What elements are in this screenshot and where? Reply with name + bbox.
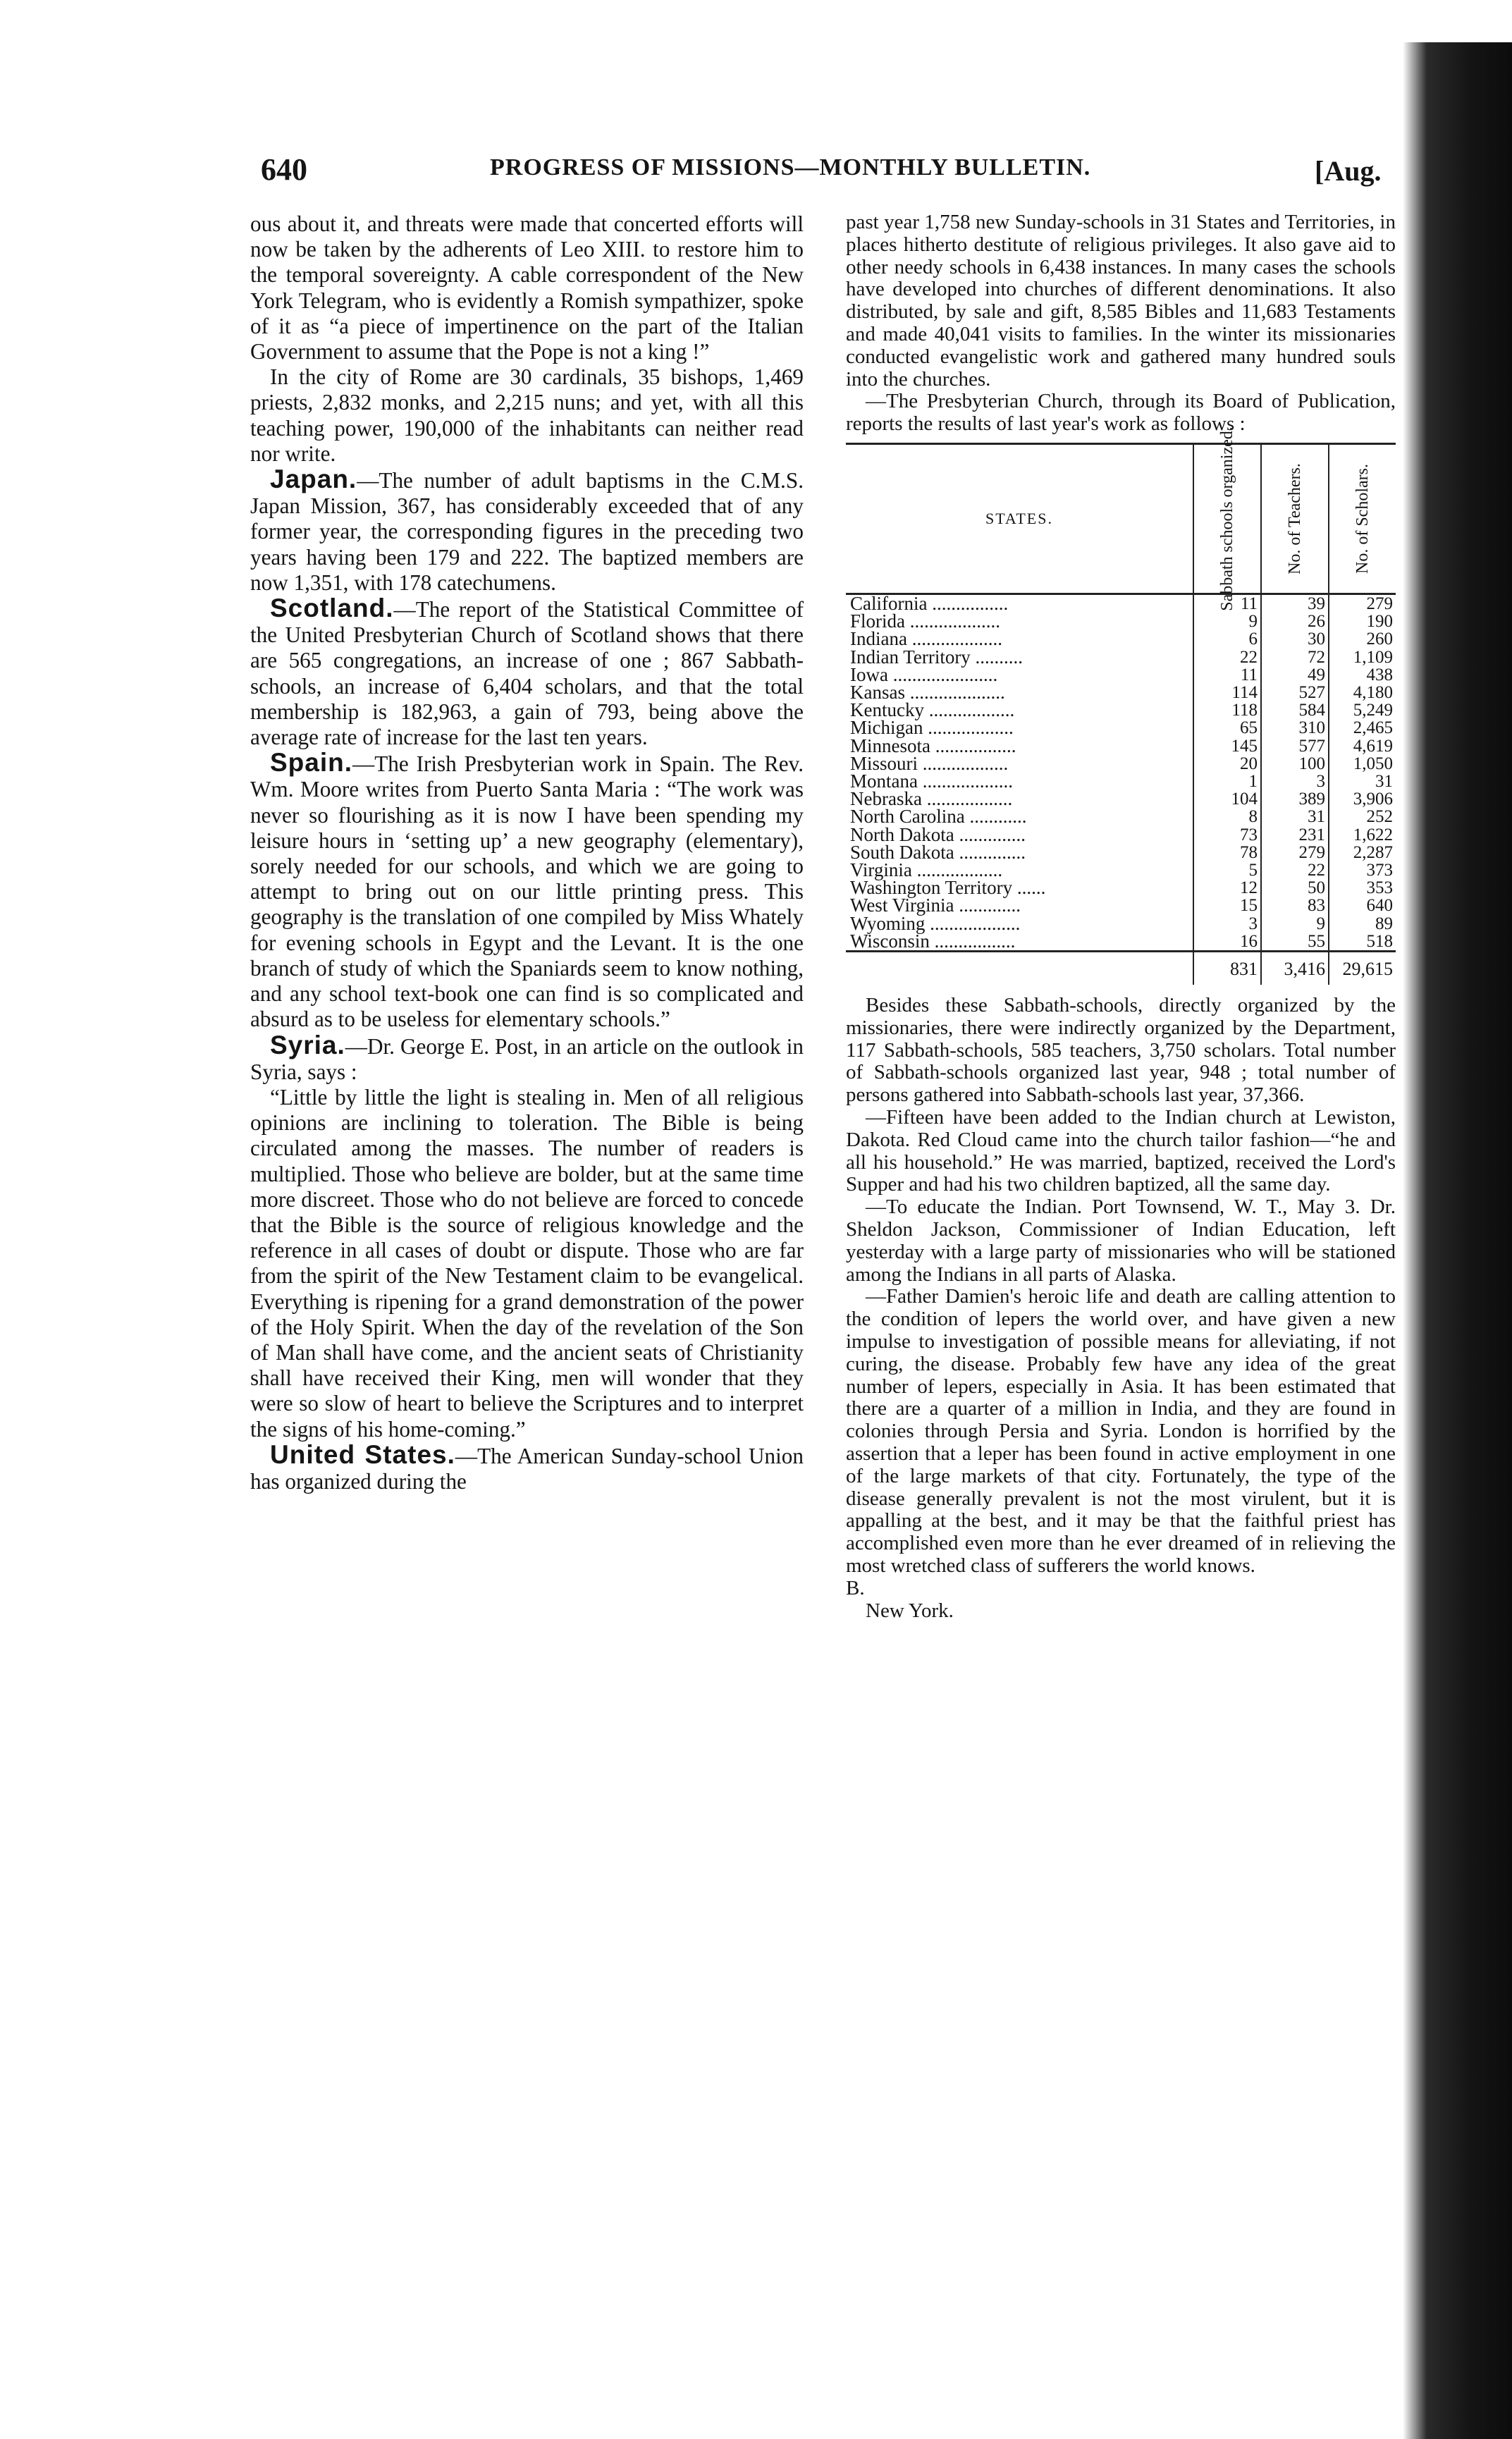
teachers-cell: 527 (1261, 684, 1329, 701)
table-row (846, 630, 1396, 648)
spain-text: —The Irish Presbyterian work in Spain. The Rev. Wm. Moore writes from Puerto Santa Maria : “The work was never so flourishing as it is now I have been spending my leisure hours in ‘setting up’ a new geography (elementary), sorely needed for our schools, and which we are going to attempt to bring out on our little printing press. This geography is the translation of one compiled by Miss Whately for evening schools in Egypt and the Levant. It is the one branch of study of which the Spaniards seem to know nothing, and any school text-book one can find is so complicated and absurd as to be useless for elementary schools.” (250, 751, 804, 1032)
teachers-column-label: No. of Teachers. (1286, 463, 1304, 575)
state-cell: Missouri .................. (850, 752, 1009, 774)
scholars-cell: 373 (1329, 861, 1396, 879)
left-column (250, 211, 804, 1494)
teachers-cell: 31 (1261, 808, 1329, 825)
schools-cell: 8 (1193, 808, 1261, 825)
schools-cell: 6 (1193, 630, 1261, 648)
state-cell: Wyoming ................... (850, 912, 1021, 934)
father-damien-paragraph: —Father Damien's heroic life and death are calling attention to the condition of lepers the world over, and have given a new impulse to investigation of possible means for alleviating, if not curing, the disease. Probably few have any idea of the great number of lepers, especially in Asia. It has been estimated that there are a quarter of a million in India, and they are found in colonies through Persia and Syria. London is horrified by the assertion that a leper has been found in active employment in one of the large markets of that city. Fortunately, the type of the disease generally prevalent is not the most virulent, but it is appalling at the best, and it may be that the faithful priest has accomplished even more than he ever dreamed of in relieving the most wretched class of sufferers the world knows. (846, 1285, 1396, 1577)
scholars-cell: 518 (1329, 933, 1396, 952)
state-cell: Indiana ................... (850, 628, 1002, 650)
schools-cell: 11 (1193, 594, 1261, 613)
schools-cell: 9 (1193, 613, 1261, 630)
state-cell: Nebraska .................. (850, 788, 1013, 810)
schools-cell: 65 (1193, 719, 1261, 737)
teachers-cell: 26 (1261, 613, 1329, 630)
state-cell: Minnesota ................. (850, 735, 1016, 756)
right-column (846, 211, 1396, 1622)
state-cell: South Dakota .............. (850, 841, 1026, 863)
table-row (846, 594, 1396, 613)
scholars-cell: 260 (1329, 630, 1396, 648)
state-cell: Wisconsin ................. (850, 930, 1016, 952)
scholars-cell: 2,287 (1329, 844, 1396, 861)
state-cell: Florida ................... (850, 610, 1000, 632)
scholars-cell: 4,180 (1329, 684, 1396, 701)
state-cell: West Virginia ............. (850, 895, 1021, 916)
syria-section (250, 1030, 804, 1085)
teachers-cell: 389 (1261, 790, 1329, 808)
state-cell: North Dakota .............. (850, 823, 1026, 845)
scholars-cell: 1,050 (1329, 755, 1396, 773)
page-number: 640 (261, 152, 307, 187)
teachers-cell: 30 (1261, 630, 1329, 648)
scotland-section (250, 596, 804, 750)
united-states-text: —The American Sunday-school Union has organized during the (250, 1443, 804, 1494)
scholars-cell: 1,622 (1329, 826, 1396, 844)
scotland-heading: Scotland. (270, 594, 394, 623)
state-cell: North Carolina ............ (850, 806, 1027, 828)
table-header-scholars (1329, 443, 1396, 594)
schools-cell: 145 (1193, 737, 1261, 755)
presbyterian-intro: —The Presbyterian Church, through its Board of Publication, reports the results of last year's work as follows : (846, 390, 1396, 436)
totals-blank-cell (846, 952, 1193, 985)
schools-cell: 5 (1193, 861, 1261, 879)
scholars-cell: 190 (1329, 613, 1396, 630)
table-row (846, 933, 1396, 952)
total-scholars: 29,615 (1329, 952, 1396, 985)
scholars-cell: 3,906 (1329, 790, 1396, 808)
running-header (261, 152, 1417, 201)
table-header-teachers (1261, 443, 1329, 594)
table-row (846, 808, 1396, 825)
schools-cell: 118 (1193, 701, 1261, 719)
scholars-cell: 279 (1329, 594, 1396, 613)
scholars-cell: 640 (1329, 897, 1396, 914)
schools-cell: 104 (1193, 790, 1261, 808)
teachers-cell: 49 (1261, 666, 1329, 684)
spain-section (250, 750, 804, 1032)
rome-paragraph-2: In the city of Rome are 30 cardinals, 35 bishops, 1,469 priests, 2,832 monks, and 2,215 nuns; and yet, with all this teaching power, 190,000 of the inhabitants can neither read nor write. (250, 364, 804, 466)
teachers-cell: 39 (1261, 594, 1329, 613)
running-month: [Aug. (1315, 155, 1382, 187)
syria-heading: Syria. (270, 1030, 345, 1059)
table-row (846, 649, 1396, 666)
teachers-cell: 83 (1261, 897, 1329, 914)
state-cell: Virginia .................. (850, 859, 1003, 881)
japan-section (250, 467, 804, 596)
state-cell: Michigan .................. (850, 717, 1014, 739)
schools-cell: 73 (1193, 826, 1261, 844)
scholars-cell: 353 (1329, 879, 1396, 897)
schools-cell: 22 (1193, 649, 1261, 666)
fifteen-added-paragraph: —Fifteen have been added to the Indian church at Lewiston, Dakota. Red Cloud came into the church tailor fashion—“he and all his household.” He was married, baptized, received the Lord's Supper and had his two children baptized, all the same day. (846, 1106, 1396, 1196)
schools-cell: 16 (1193, 933, 1261, 952)
scholars-cell: 1,109 (1329, 649, 1396, 666)
schools-cell: 1 (1193, 773, 1261, 790)
schools-cell: 12 (1193, 879, 1261, 897)
spain-heading: Spain. (270, 748, 353, 778)
schools-cell: 11 (1193, 666, 1261, 684)
united-states-heading: United States. (270, 1439, 455, 1469)
scan-edge-shadow (1403, 42, 1512, 2439)
japan-heading: Japan. (270, 465, 357, 494)
scholars-cell: 31 (1329, 773, 1396, 790)
educate-indian-paragraph: —To educate the Indian. Port Townsend, W. T., May 3. Dr. Sheldon Jackson, Commissioner of Indian Education, left yesterday with a large party of missionaries who will be stationed among the Indians in all parts of Alaska. (846, 1196, 1396, 1286)
sunday-school-continued: past year 1,758 new Sunday-schools in 31 States and Territories, in places hitherto destitute of religious privileges. It also gave aid to other needy schools in 6,438 instances. In many cases the schools have developed into churches of different denominations. It also distributed, by sale and gift, 8,585 Bibles and 11,683 Testaments and made 40,041 visits to families. In the winter its missionaries conducted evangelistic work and gathered many hundred souls into the churches. (846, 211, 1396, 391)
teachers-cell: 584 (1261, 701, 1329, 719)
running-title: PROGRESS OF MISSIONS—MONTHLY BULLETIN. (490, 154, 1091, 180)
state-cell: Montana ................... (850, 770, 1013, 792)
schools-cell: 15 (1193, 897, 1261, 914)
scholars-cell: 5,249 (1329, 701, 1396, 719)
state-cell: Washington Territory ...... (850, 877, 1046, 899)
schools-column-label: Sabbath schools organized. (1218, 426, 1236, 611)
teachers-cell: 72 (1261, 649, 1329, 666)
besides-paragraph: Besides these Sabbath-schools, directly organized by the missionaries, there were indirectly organized by the Department, 117 Sabbath-schools, 585 teachers, 3,750 scholars. Total number of Sabbath-schools organized last year, 948 ; total number of persons gathered into Sabbath-schools last year, 37,366. (846, 994, 1396, 1107)
table-header-row (846, 443, 1396, 594)
teachers-cell: 22 (1261, 861, 1329, 879)
teachers-cell: 577 (1261, 737, 1329, 755)
state-cell: Kentucky .................. (850, 699, 1015, 721)
teachers-cell: 50 (1261, 879, 1329, 897)
schools-cell: 114 (1193, 684, 1261, 701)
teachers-cell: 3 (1261, 773, 1329, 790)
state-cell: Iowa ...................... (850, 663, 998, 685)
schools-cell: 20 (1193, 755, 1261, 773)
table-row (846, 719, 1396, 737)
syria-quote: “Little by little the light is stealing in. Men of all religious opinions are inclining to toleration. The Bible is being circulated among the masses. The number of readers is multiplied. Those who believe are bolder, but at the same time more discreet. Those who do not believe are forced to concede that the Bible is the source of religious knowledge and the reference in all cases of doubt or dispute. Those who are far from the spirit of the New Testament claim to be evangelical. Everything is ripening for a grand demonstration of the power of the Holy Spirit. When the day of the revelation of the Son of Man shall have come, and the ancient seats of Christianity shall have received their King, men will wonder that they were so slow of heart to believe the Scriptures and to interpret the signs of his home-coming.” (250, 1084, 804, 1442)
scotland-text: —The report of the Statistical Committee of the United Presbyterian Church of Scotland shows that there are 565 congregations, an increase of one ; 867 Sabbath-schools, an increase of 6,404 scholars, and that the total membership is 182,963, a gain of 793, being above the average rate of increase for the last ten years. (250, 597, 804, 750)
teachers-cell: 231 (1261, 826, 1329, 844)
scholars-cell: 438 (1329, 666, 1396, 684)
rome-paragraph-1: ous about it, and threats were made that concerted efforts will now be taken by the adherents of Leo XIII. to restore him to the temporal sovereignty. A cable correspondent of the New York Telegram, who is evidently a Romish sympathizer, spoke of it as “a piece of impertinence on the part of the Italian Government to assume that the Pope is not a king !” (250, 211, 804, 364)
scholars-cell: 89 (1329, 915, 1396, 933)
teachers-cell: 55 (1261, 933, 1329, 952)
dateline: New York. (866, 1599, 954, 1622)
united-states-section (250, 1439, 804, 1494)
table-row (846, 897, 1396, 914)
total-schools: 831 (1193, 952, 1261, 985)
state-cell: California ................ (850, 592, 1009, 614)
teachers-cell: 310 (1261, 719, 1329, 737)
schools-cell: 3 (1193, 915, 1261, 933)
table-header-states: STATES. (846, 443, 1193, 594)
schools-cell: 78 (1193, 844, 1261, 861)
total-teachers: 3,416 (1261, 952, 1329, 985)
scholars-cell: 2,465 (1329, 719, 1396, 737)
teachers-cell: 279 (1261, 844, 1329, 861)
scholars-cell: 4,619 (1329, 737, 1396, 755)
state-cell: Kansas .................... (850, 681, 1005, 703)
state-cell: Indian Territory .......... (850, 646, 1024, 668)
table-body (846, 594, 1396, 951)
signature: B. (846, 1576, 865, 1599)
table-totals-row (846, 952, 1396, 985)
syria-text: —Dr. George E. Post, in an article on the outlook in Syria, says : (250, 1033, 804, 1084)
japan-text: —The number of adult baptisms in the C.M.S. Japan Mission, 367, has considerably exceeded that of any former year, the corresponding figures in the preceding two years having been 179 and 222. The baptized members are now 1,351, with 178 catechumens. (250, 468, 804, 595)
scholars-cell: 252 (1329, 808, 1396, 825)
scholars-column-label: No. of Scholars. (1353, 463, 1372, 574)
teachers-cell: 9 (1261, 915, 1329, 933)
sabbath-schools-table (846, 426, 1396, 985)
teachers-cell: 100 (1261, 755, 1329, 773)
